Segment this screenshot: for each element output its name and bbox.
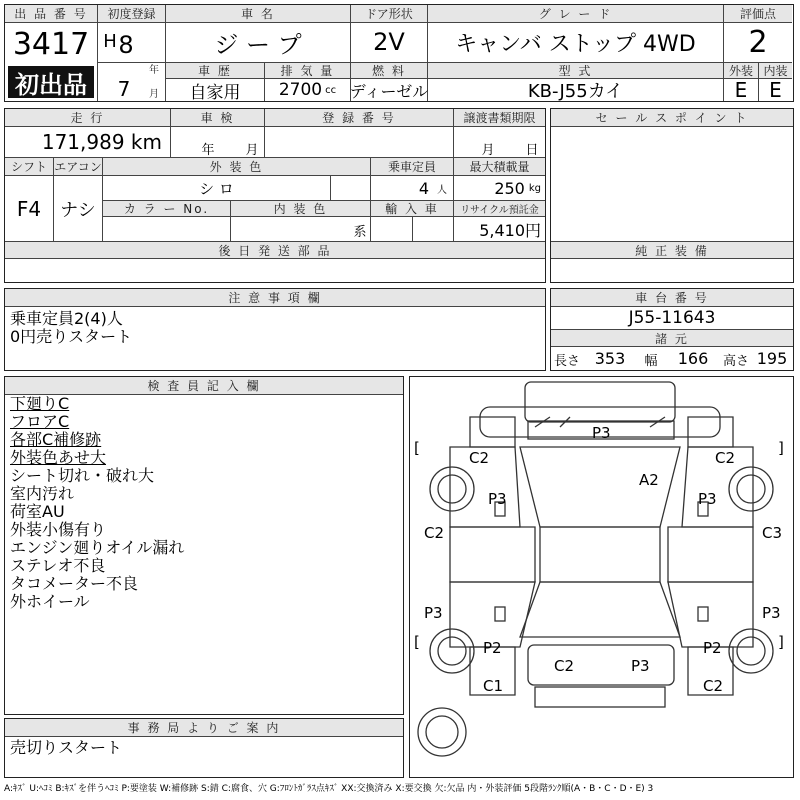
inspector-item: エンジン廻りオイル漏れ [10, 538, 185, 557]
inspector-label: 検 査 員 記 入 欄 [5, 377, 403, 394]
damage-mark: A2 [639, 471, 659, 489]
legend-text: A:ｷｽﾞ U:ﾍｺﾐ B:ｷｽﾞを伴うﾍｺﾐ P:要塗装 W:補修跡 S:錆 C:腐食、穴 G:ﾌﾛﾝﾄｶﾞﾗｽ点ｷｽﾞ XX:交換済み X:要交換 欠:欠品 内・外装評価 5段階ﾗﾝｸ順(A・B・C・D・E) 3 [4, 784, 654, 794]
max-load-value: 250 [494, 178, 525, 198]
exterior-color-label: 外 装 色 [103, 158, 370, 175]
bracket-mark: ] [778, 633, 784, 651]
model-label: 型 式 [428, 63, 723, 78]
damage-mark: C2 [715, 449, 736, 467]
damage-diagram [409, 376, 794, 778]
width: 166 [677, 348, 709, 368]
damage-mark: P3 [698, 490, 717, 508]
transfer-month: 月 [481, 142, 495, 158]
lot-label: 出 品 番 号 [5, 5, 97, 22]
lot-number: 3417 [12, 26, 90, 62]
inspection-year: 年 [201, 142, 215, 158]
inspector-item: フロアC [10, 412, 70, 431]
grade: キャンバ ストップ 4WD [455, 31, 696, 57]
length-label: 長さ [553, 353, 580, 369]
damage-mark: P3 [424, 604, 443, 622]
interior-color-label: 内 装 色 [231, 201, 370, 216]
notes-label: 注 意 事 項 欄 [5, 289, 545, 306]
max-load-unit: kg [528, 182, 541, 194]
damage-mark: C1 [483, 677, 504, 695]
bracket-mark: ] [778, 439, 784, 457]
inspector-item: 荷室AU [10, 502, 65, 521]
color-no-label: カ ラ ー No. [103, 201, 230, 216]
history: 自家用 [189, 82, 241, 103]
first-listing-badge: 初出品 [8, 66, 94, 98]
inspector-item: 室内汚れ [10, 484, 75, 503]
damage-mark: P2 [703, 639, 722, 657]
max-load [454, 176, 545, 200]
width-label: 幅 [644, 353, 658, 369]
score-label: 評価点 [724, 5, 792, 22]
import-label: 輸 入 車 [371, 201, 453, 216]
chassis-number: J55-11643 [628, 308, 716, 328]
transfer-label: 譲渡書類期限 [454, 109, 545, 126]
exterior-color: シ ロ [199, 179, 234, 198]
bracket-mark: [ [414, 439, 420, 457]
ext-grade: E [734, 78, 748, 102]
interior-suffix: 系 [353, 224, 367, 240]
score: 2 [748, 24, 768, 60]
door-label: ドア形状 [351, 5, 427, 22]
capacity [371, 176, 453, 200]
shift: F4 [16, 196, 42, 221]
displacement [265, 79, 350, 101]
inspector-item: 外ホイール [10, 592, 90, 611]
notes-line: 乗車定員2(4)人 [10, 309, 123, 328]
registration-month-unit: 月 [149, 88, 159, 100]
capacity-label: 乗車定員 [371, 158, 453, 175]
recycle-fee: 5,410円 [479, 220, 541, 240]
int-grade-label: 内装 [759, 63, 792, 78]
length: 353 [594, 348, 626, 368]
mileage: 171,989 km [41, 130, 162, 154]
inspector-item: ステレオ不良 [10, 556, 106, 575]
fuel-label: 燃 料 [351, 63, 427, 78]
capacity-value: 4 [418, 178, 429, 198]
height-label: 高さ [722, 353, 749, 369]
reg-no-label: 登 録 番 号 [265, 109, 453, 126]
genuine-label: 純 正 装 備 [551, 242, 793, 258]
damage-mark: C2 [469, 449, 490, 467]
displacement-label: 排 気 量 [265, 63, 350, 78]
inspector-item: 外装小傷有り [10, 520, 107, 539]
ac: ナシ [60, 199, 96, 221]
grade-label: グ レ ー ド [428, 5, 723, 22]
inspector-list [10, 395, 184, 611]
capacity-unit: 人 [437, 184, 447, 196]
car-name-label: 車 名 [166, 5, 350, 22]
inspector-item: 各部C補修跡 [10, 430, 102, 449]
damage-mark: C2 [424, 524, 445, 542]
ac-label: エアコン [54, 160, 102, 174]
door-type: 2V [373, 28, 405, 56]
damage-mark: C3 [762, 524, 783, 542]
displacement-value: 2700 [278, 80, 323, 100]
damage-mark: P3 [592, 424, 611, 442]
office-label: 事 務 局 よ り ご 案 内 [5, 719, 403, 736]
damage-mark: C2 [554, 657, 575, 675]
notes-line: 0円売りスタート [10, 327, 133, 346]
recycle-label: リサイクル預託金 [454, 201, 545, 216]
ext-grade-label: 外装 [724, 63, 758, 78]
transfer-day: 日 [525, 142, 539, 158]
inspector-item: 下廻りC [10, 394, 70, 413]
shift-label: シフト [5, 158, 53, 175]
damage-mark: C2 [703, 677, 724, 695]
registration-label: 初度登録 [98, 5, 165, 22]
damage-mark: P3 [762, 604, 781, 622]
displacement-unit: cc [325, 84, 337, 96]
bracket-mark: [ [414, 633, 420, 651]
inspector-item: タコメーター不良 [10, 574, 139, 593]
damage-mark: P3 [631, 657, 650, 675]
registration-month: 7 [117, 77, 131, 101]
office-text: 売切りスタート [10, 738, 123, 757]
postship-label: 後 日 発 送 部 品 [5, 242, 545, 258]
registration-year: 8 [118, 31, 134, 59]
registration-year-unit: 年 [149, 64, 159, 76]
inspector-item: シート切れ・破れ大 [10, 466, 155, 485]
inspection-label: 車 検 [171, 109, 264, 126]
int-grade: E [769, 78, 782, 102]
inspection-month: 月 [245, 142, 259, 158]
inspector-item: 外装色あせ大 [10, 448, 107, 467]
specs-label: 諸 元 [551, 330, 793, 346]
damage-mark: P2 [483, 639, 502, 657]
registration-era: H [103, 30, 117, 52]
history-label: 車 歴 [166, 63, 264, 78]
mileage-label: 走 行 [5, 109, 170, 126]
sales-point-label: セ ー ル ス ポ イ ン ト [551, 109, 793, 126]
fuel: ディーゼル [349, 81, 429, 101]
max-load-label: 最大積載量 [454, 158, 545, 175]
damage-mark: P3 [488, 490, 507, 508]
model: KB-J55カイ [527, 81, 624, 102]
chassis-label: 車 台 番 号 [551, 289, 793, 306]
car-name: ジ ー プ [214, 30, 302, 59]
height: 195 [756, 348, 788, 368]
